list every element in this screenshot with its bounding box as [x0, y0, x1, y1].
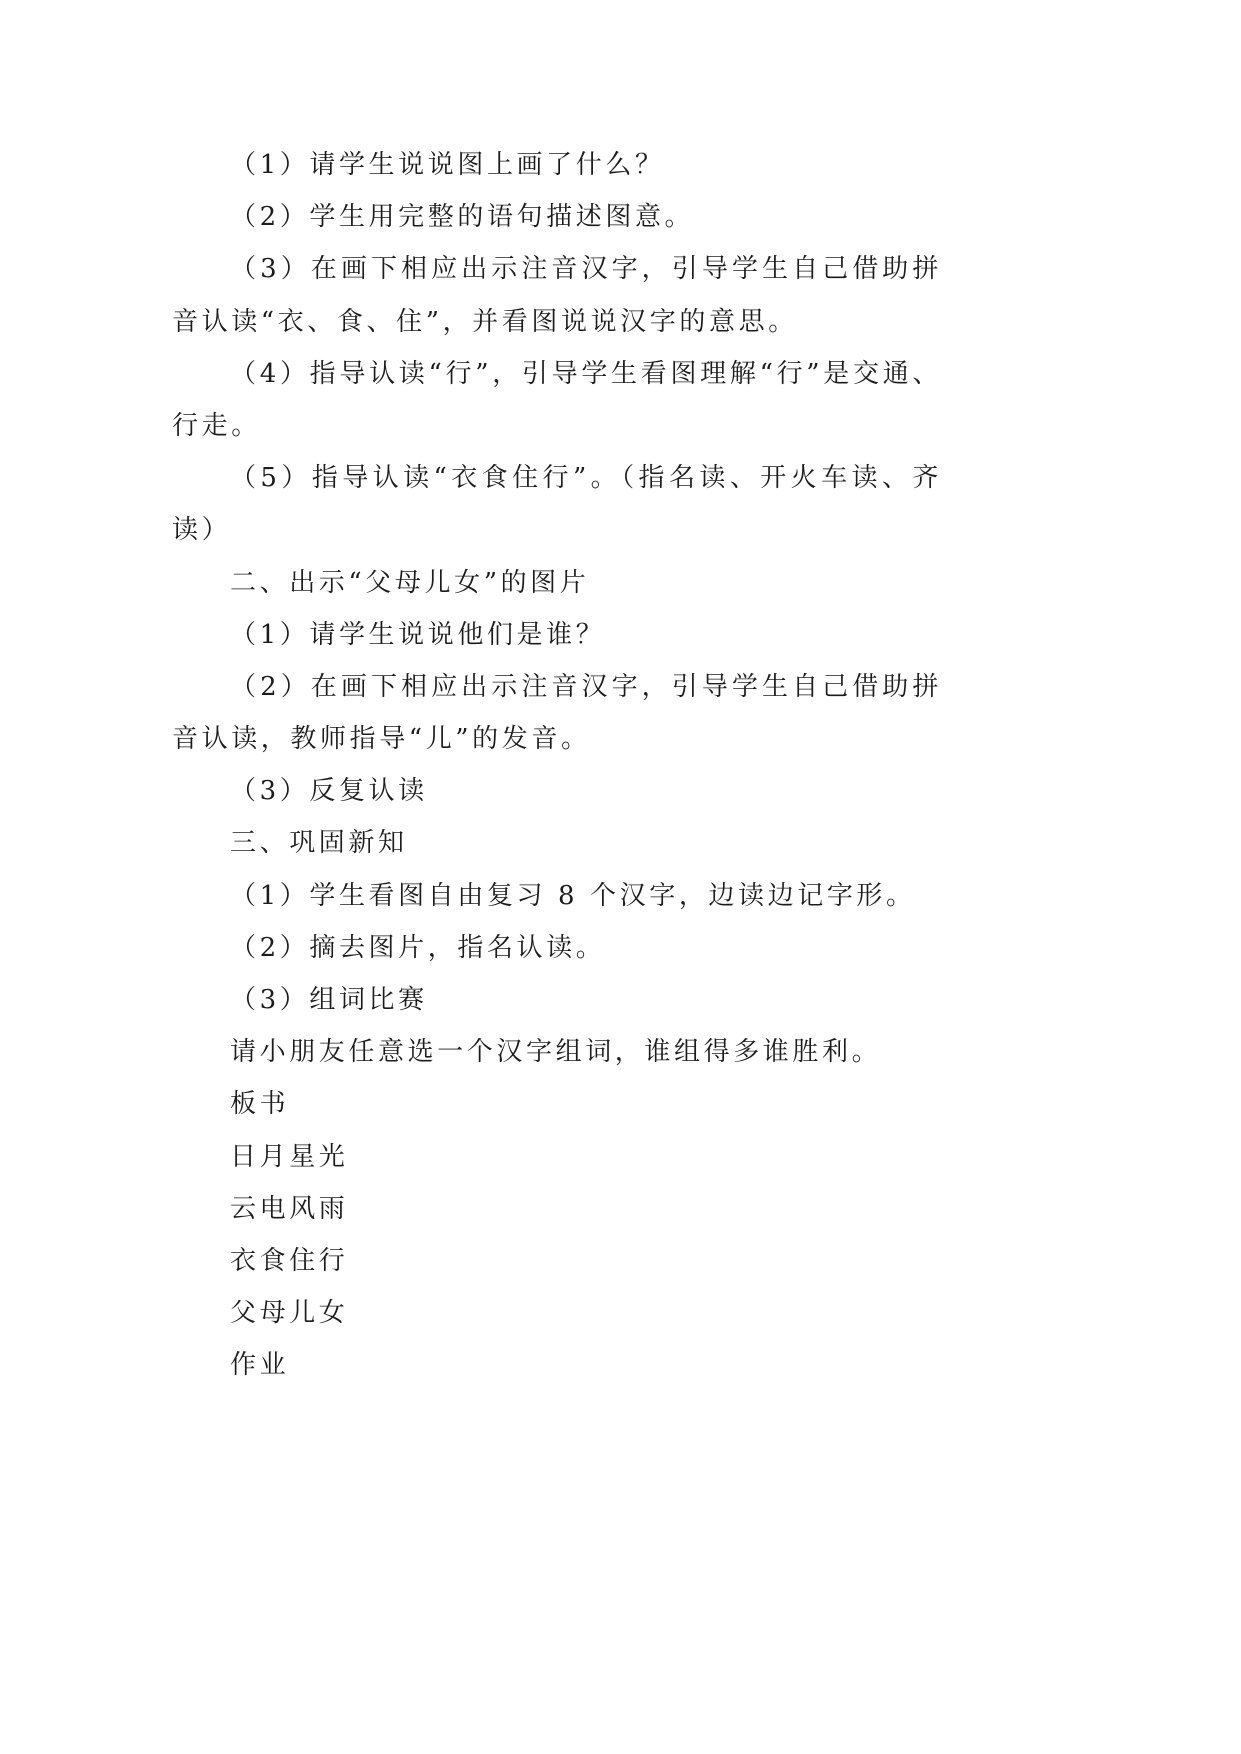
step-item — [172, 191, 942, 243]
text-line: （3）反复认读 — [230, 776, 428, 807]
step-item — [172, 139, 942, 191]
board-writing-row — [172, 1287, 942, 1339]
section-heading-text: 二、出示“父母儿女”的图片 — [230, 567, 590, 598]
step-item — [172, 974, 942, 1026]
step-item — [172, 609, 942, 661]
section-heading — [172, 817, 942, 869]
text-line: 作业 — [230, 1350, 290, 1381]
text-line: （1）学生看图自由复习 8 个汉字，边读边记字形。 — [230, 880, 916, 911]
text-line: （2）学生用完整的语句描述图意。 — [230, 202, 695, 233]
board-writing-row — [172, 1131, 942, 1183]
text-line: （5）指导认读“衣食住行”。（指名读、开火车读、齐 — [230, 463, 942, 494]
board-writing-heading — [172, 1078, 942, 1130]
text-line: （2）在画下相应出示注音汉字，引导学生自己借助拼 — [230, 671, 942, 702]
step-item — [172, 348, 942, 452]
text-line: 日月星光 — [230, 1141, 349, 1172]
step-item — [172, 661, 942, 765]
text-line: （3）在画下相应出示注音汉字，引导学生自己借助拼 — [230, 254, 942, 285]
board-writing-row — [172, 1183, 942, 1235]
board-writing-row — [172, 1235, 942, 1287]
text-line: 父母儿女 — [230, 1298, 349, 1329]
text-line: （1）请学生说说他们是谁？ — [230, 619, 606, 650]
text-line: 音认读“衣、食、住”，并看图说说汉字的意思。 — [172, 306, 798, 337]
text-line: （1）请学生说说图上画了什么？ — [230, 150, 665, 180]
document-body — [172, 139, 942, 1392]
step-item — [172, 870, 942, 922]
step-item — [172, 765, 942, 817]
text-line: 请小朋友任意选一个汉字组词，谁组得多谁胜利。 — [230, 1037, 882, 1068]
section-heading — [172, 557, 942, 609]
instruction-text — [172, 1026, 942, 1078]
step-item — [172, 243, 942, 347]
step-item — [172, 452, 942, 556]
text-line: 衣食住行 — [230, 1245, 349, 1276]
text-line: （3）组词比赛 — [230, 985, 428, 1015]
text-line: （4）指导认读“行”，引导学生看图理解“行”是交通、 — [230, 358, 942, 389]
section-heading-text: 三、巩固新知 — [230, 828, 408, 859]
text-line: 行走。 — [172, 410, 261, 441]
text-line: 云电风雨 — [230, 1193, 349, 1224]
text-line: 板书 — [230, 1089, 290, 1120]
text-line: 读） — [172, 515, 232, 546]
homework-heading — [172, 1339, 942, 1391]
text-line: （2）摘去图片，指名认读。 — [230, 932, 606, 963]
text-line: 音认读，教师指导“儿”的发音。 — [172, 724, 591, 755]
step-item — [172, 922, 942, 974]
